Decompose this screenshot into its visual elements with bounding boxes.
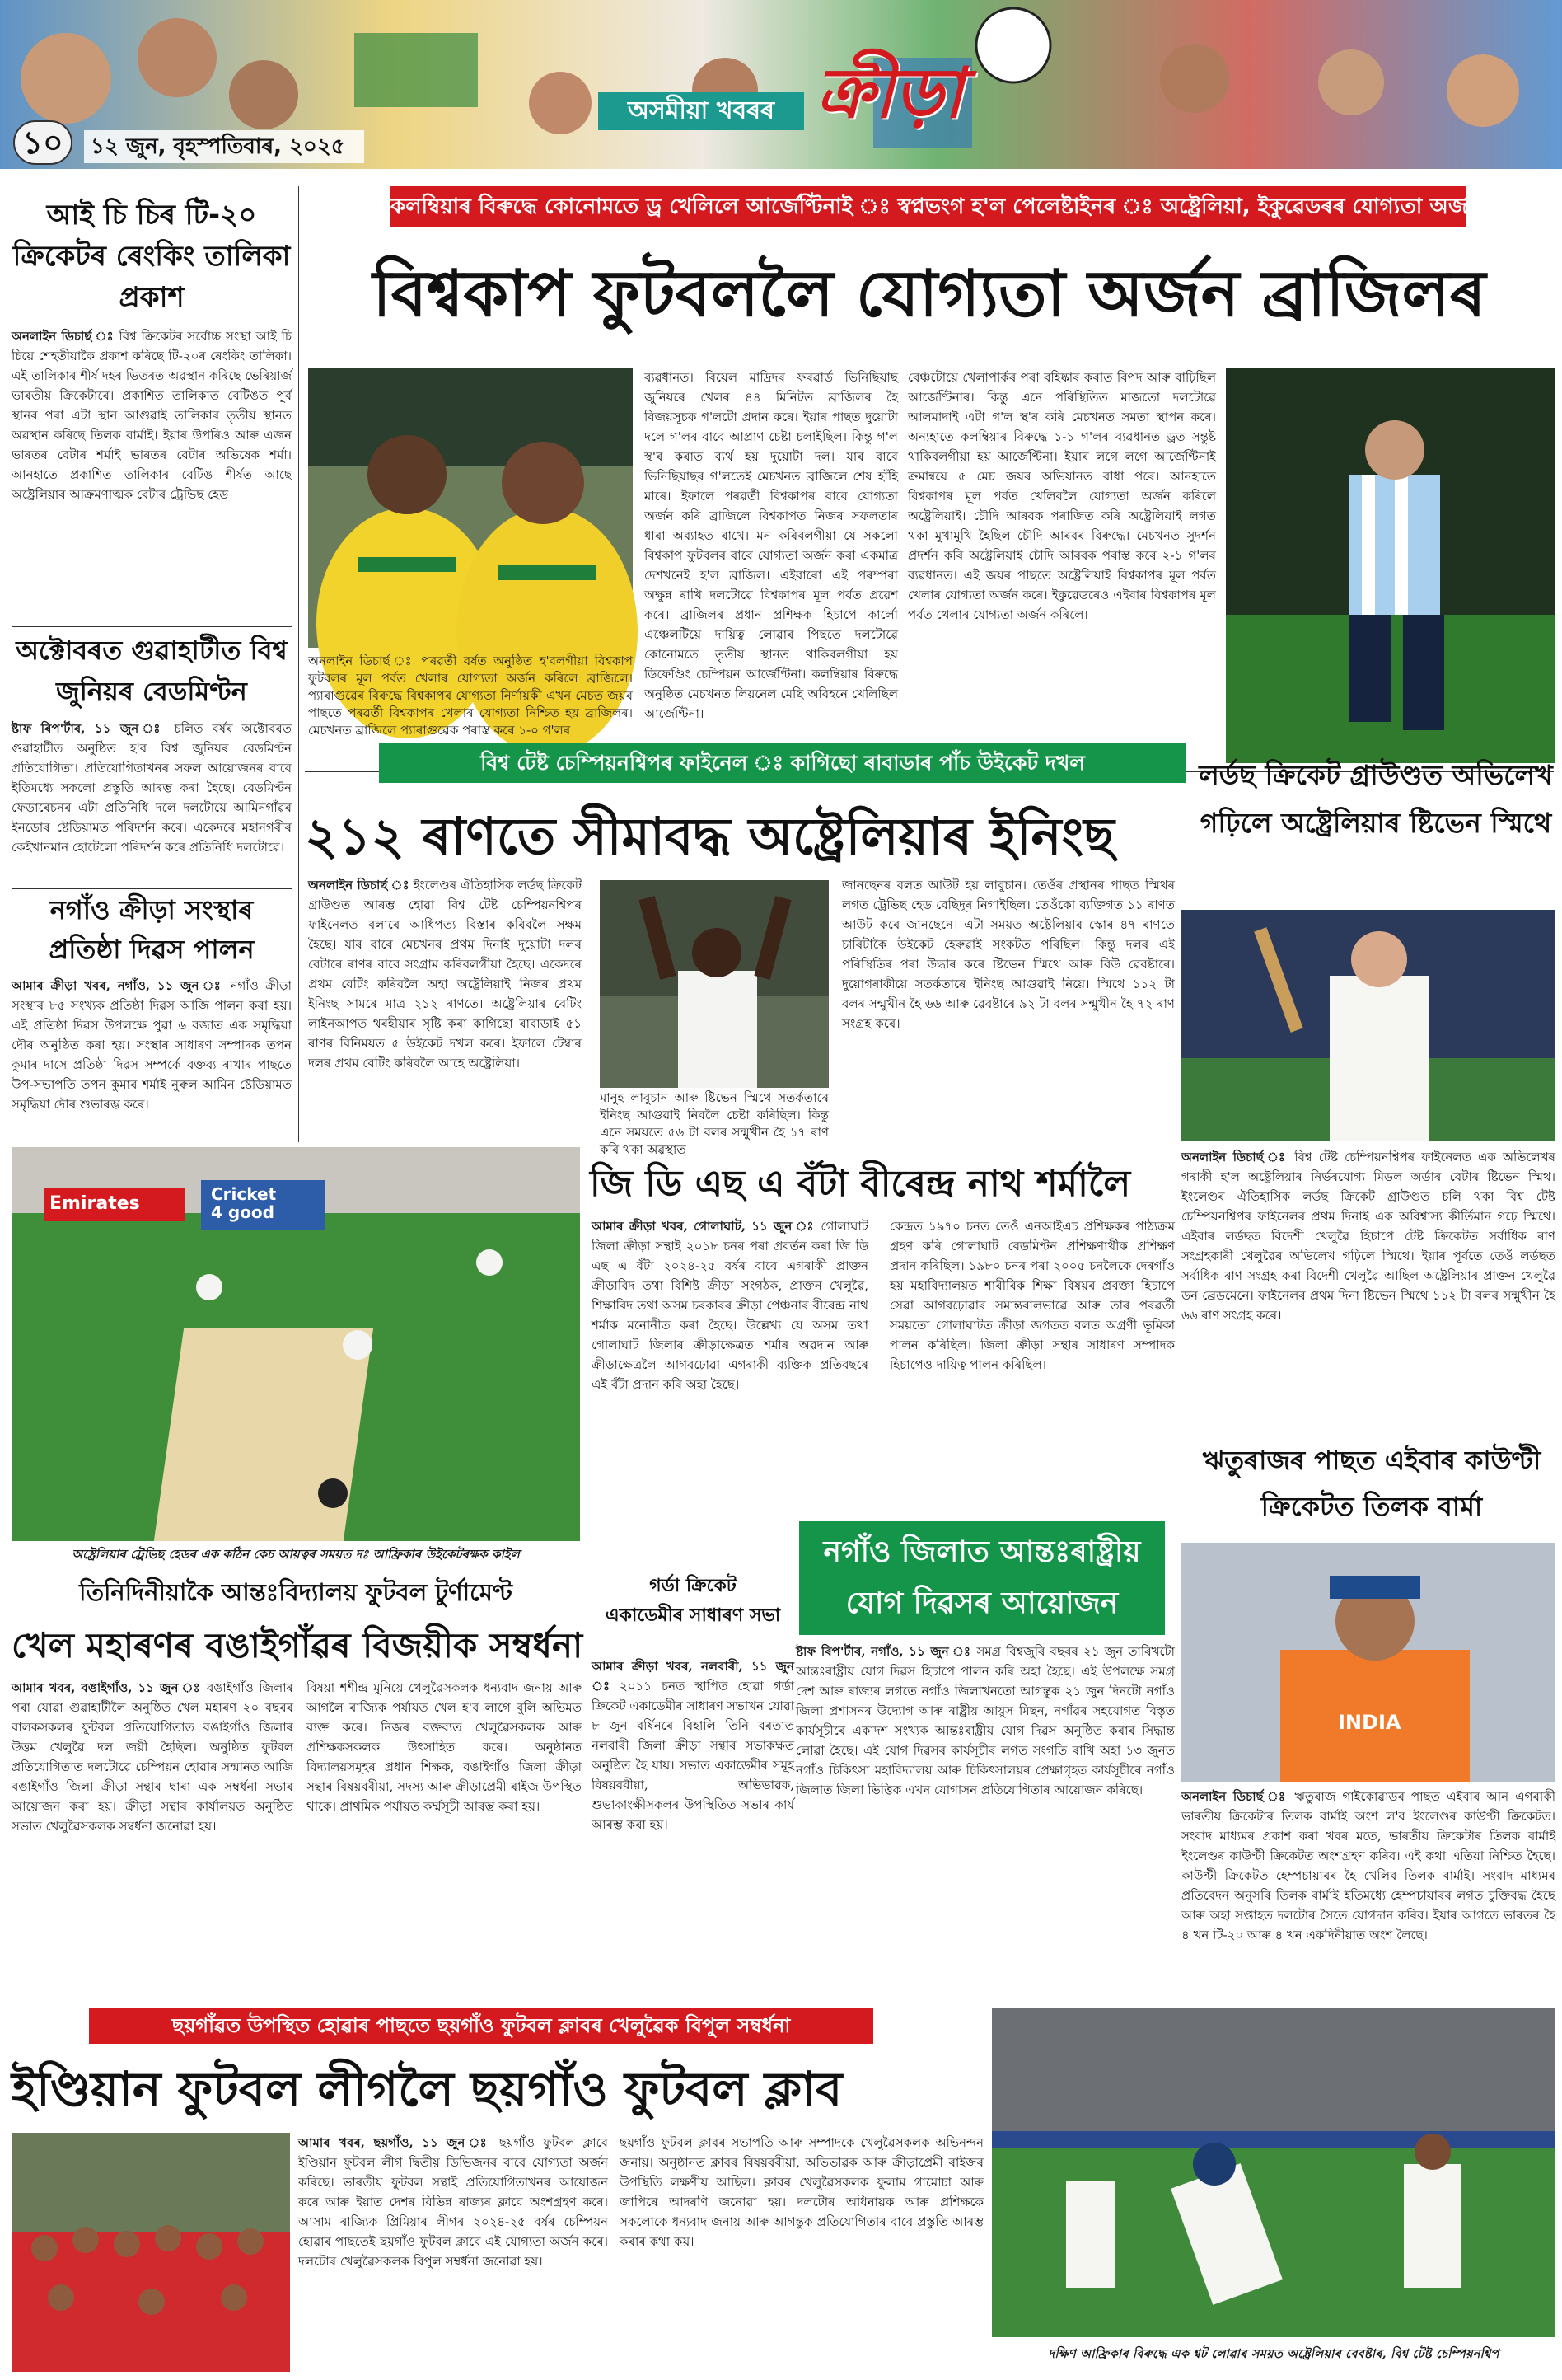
story-dateline: ষ্টাফ ৰিপ'ৰ্টাৰ, নগাঁও, ১১ জুন ঃ bbox=[796, 1644, 972, 1659]
chaygaon-col-2: ছয়গাঁও ফুটবল ক্লাবৰ সভাপতি আৰু সম্পাদকে খেলুৱৈসকলক অভিনন্দন জনায়। অনুষ্ঠানত ক্লাবৰ বিষয়ববীয়া, অভিভাৱক আৰু ক্ৰীড়াপ্ৰেমী ৰাইজৰ উপস্থিতি লক্ষণীয় আছিল। ক্লাবৰ খেলুৱৈসকলক ফুলাম গামোচা আৰু জাপিৰে আদৰণি জনোৱা হয়। দলটোৰ অধিনায়ক আৰু প্ৰশিক্ষকে সকলোকে ধন্যবাদ জনায় আৰু আগন্তুক প্ৰতিযোগিতাৰ বাবে প্ৰস্তুতি আৰম্ভ কৰাৰ কথা কয়। bbox=[620, 2135, 984, 2249]
brief-body: বিশ্ব ক্ৰিকেটৰ সৰ্বোচ্চ সংস্থা আই চি চিয়ে শেহতীয়াকৈ প্ৰকাশ কৰিছে টি-২০ৰ ৰেংকিং তালিকা। এই তালিকাৰ শীৰ্ষ দহৰ ভিতৰত অৱস্থান কৰিছে ভেৰিয়াৰ্জ ভাৰতীয় ক্ৰিকেটাৰে। প্ৰকাশিত তালিকাত বেটিঙত পুৰ্ব স্থানৰ পৰা এটা স্থান আগুৱাই তালিকাৰ তৃতীয় স্থানত অৱস্থান কৰিছে তিলক বাৰ্মাই। ইয়াৰ উপৰিও আৰু এজন ভাৰতৰ বেটাৰ শৰ্মাই ভাৰতৰ বেটাৰ অভিষেক শৰ্মা। আনহাতে প্ৰকাশিত তালিকাৰ বেটিঙ শীৰ্ষত আছে অষ্ট্ৰেলিয়াৰ আক্ৰমণাত্মক বেটাৰ ট্ৰেভিছ হেড। bbox=[12, 329, 292, 502]
smith-headline: লৰ্ডছ ক্ৰিকেট গ্ৰাউণ্ডত অভিলেখ গঢ়িলে অষ্ট্ৰেলিয়াৰ ষ্টিভেন স্মিথে bbox=[1199, 759, 1553, 839]
divider bbox=[12, 888, 292, 889]
garda-body bbox=[592, 1656, 794, 1994]
tilak-jersey-text: INDIA bbox=[1338, 1711, 1401, 1734]
rabada-photo bbox=[600, 880, 829, 1088]
smith-photo bbox=[1181, 910, 1555, 1141]
webster-photo bbox=[992, 2008, 1555, 2337]
story-body: ২০১১ চনত স্থাপিত হোৱা গৰ্ডা ক্ৰিকেট একাডেমীৰ সাধাৰণ সভাখন যোৱা ৮ জুন বৰ্ষিনৰে বিহালি তিনি বৰতাত নলবাৰী জিলা ক্ৰীড়া সন্থাৰ সভাকক্ষত অনুষ্ঠিত হৈ যায়। সভাত একাডেমীৰ সমূহ বিষয়ববীয়া, অভিভাৱক, শুভাকাংক্ষীসকলৰ উপস্থিতিত সভাৰ কাৰ্য আৰম্ভ কৰা হয়। bbox=[592, 1679, 794, 1832]
brief-headline: নগাঁও ক্ৰীড়া সংস্থাৰ প্ৰতিষ্ঠা দিৱস পালন bbox=[49, 894, 255, 965]
yoga-body bbox=[796, 1642, 1175, 1994]
lead-photo-argentina bbox=[1226, 368, 1555, 763]
page-number-badge bbox=[13, 120, 72, 165]
story-body: বিশ্ব টেষ্ট চেম্পিয়নশ্বিপৰ ফাইনেলত এক অভিলেখৰ গৰাকী হ'ল অষ্ট্ৰেলিয়াৰ নিৰ্ভৰযোগ্য মিডল অৰ্ডাৰ বেটাৰ ষ্টিভেন স্মিথ। ইংলেণ্ডৰ ঐতিহাসিক লৰ্ডছ ক্ৰিকেট গ্ৰাউণ্ডত চলি থকা বিশ্ব টেষ্ট চেম্পিয়নশ্বিপৰ ফাইনেলৰ প্ৰথম দিনাই এক অবিশ্বাস্য কীৰ্তিমান গঢ়ে স্মিথে। এইবাৰ লৰ্ডছত বিদেশী খেলুৱৈ হিচাপে টেষ্ট ক্ৰিকেটত সৰ্বাধিক ৰাণ সংগ্ৰহকাৰী খেলুৱৈৰ অভিলেখ গঢ়িলে স্মিথে। ইয়াৰ পূৰ্বতে তেওঁ লৰ্ডছত সৰ্বাধিক ৰাণ সংগ্ৰহ কৰা বিদেশী খেলুৱৈ আছিল অষ্ট্ৰেলিয়াৰ প্ৰাক্তন খেলুৱৈ ডন ব্ৰেডমেনে। ফাইনেলৰ প্ৰথম দিনা ষ্টিভেন স্মিথে ১১২ টা বলৰ সন্মুখীন হৈ ৬৬ ৰাণ সংগ্ৰহ কৰে। bbox=[1181, 1150, 1555, 1323]
lead-photo-caption bbox=[308, 653, 633, 758]
gdsa-col-1 bbox=[592, 1216, 868, 1538]
rabada-photo-caption: মানুহ লাবুচান আৰু ষ্টিভেন স্মিথে সতৰ্কতাৰে ইনিংছ আগুৱাই নিবলৈ চেষ্টা কৰিছিল। কিন্তু এনে সময়তে ৫৬ টা বলৰ সন্মুখীন হৈ ১৭ ৰাণ কৰি থকা অৱস্থাত bbox=[600, 1090, 829, 1157]
masthead bbox=[0, 0, 1562, 169]
story-body: ছয়গাঁও ফুটবল ক্লাবে ইণ্ডিয়ান ফুটবল লীগ দ্বিতীয় ডিভিজনৰ বাবে যোগ্যতা অৰ্জন কৰিছে। ভাৰতীয় ফুটবল সন্থাই প্ৰতিযোগিতাখনৰ আয়োজন কৰে আৰু ইয়াত দেশৰ বিভিন্ন ৰাজ্যৰ ক্লাবে অংশগ্ৰহণ কৰে। আসাম ৰাজ্যিক প্ৰিমিয়াৰ লীগৰ ২০২৪-২৫ বৰ্ষৰ চেম্পিয়ন হোৱাৰ পাছতেই ছয়গাঁও ফুটবল ক্লাবে এই যোগ্যতা অৰ্জন কৰে। দলটোৰ খেলুৱৈসকলক বিপুল সম্বৰ্ধনা জনোৱা হয়। bbox=[298, 2135, 608, 2269]
brief-body: চলিত বৰ্ষৰ অক্টোবৰত গুৱাহাটীত অনুষ্ঠিত হ'ব বিশ্ব জুনিয়ৰ বেডমিণ্টন প্ৰতিযোগিতা। প্ৰতিযোগিতাখনৰ সফল আয়োজনৰ বাবে ইতিমধ্যে সকলো প্ৰস্তুতি আৰম্ভ কৰা হৈছে। বেডমিণ্টন ফেডাৰেচনৰ এটা প্ৰতিনিধি দলে দলটোয়ে আমিনগাঁৱৰ ইনডোৰ ষ্টেডিয়ামত পৰিদৰ্শন কৰে। একেদৰে মহানগৰীৰ কেইখানমান হোটেলো পৰিদৰ্শন কৰে প্ৰতিনিধি দলটোৱে। bbox=[12, 721, 292, 855]
tilak-photo bbox=[1181, 1543, 1555, 1782]
story-dateline: অনলাইন ডিচাৰ্ছ ঃ bbox=[308, 878, 409, 892]
story-dateline: অনলাইন ডিচাৰ্ছ ঃ bbox=[1181, 1150, 1288, 1164]
chaygaon-headline: ইণ্ডিয়ান ফুটবল লীগলৈ ছয়গাঁও ফুটবল ক্লাব bbox=[12, 2061, 843, 2117]
story-body: বঙাইগাঁও জিলাৰ পৰা যোৱা গুৱাহাটীলৈ অনুষ্ঠিত খেল মহাৰণ ২০ বছৰৰ বালকসকলৰ ফুটবল প্ৰতিযোগিতাত বঙাইগাঁও জিলাৰ উত্তম খেলুৱৈ দল জয়ী হৈছিল। অনুষ্ঠিত ফুটবল প্ৰতিযোগিতাত দলটোৱে চেম্পিয়ন হোৱাৰ সন্মানত আজি বঙাইগাঁও জিলা ক্ৰীড়া সন্থাৰ দ্বাৰা এক সম্বৰ্ধনা সভাৰ আয়োজন কৰা হয়। ক্ৰীড়া সন্থাৰ কাৰ্যালয়ত অনুষ্ঠিত সভাত খেলুৱৈসকলক সম্বৰ্ধনা জনোৱা হয়। bbox=[12, 1680, 294, 1834]
issue-date: ১২ জুন, বৃহস্পতিবাৰ, ২০২৫ bbox=[84, 130, 364, 163]
brief-dateline: আমাৰ ক্ৰীড়া খবৰ, নগাঁও, ১১ জুন ঃ bbox=[12, 978, 224, 993]
story-dateline: অনলাইন ডিচাৰ্ছ ঃ bbox=[1181, 1789, 1288, 1804]
chaygaon-col-1 bbox=[298, 2133, 608, 2373]
second-col-1 bbox=[308, 875, 582, 1147]
chaygaon-team-photo bbox=[12, 2133, 290, 2372]
yoga-headline: নগাঁও জিলাত আন্তঃৰাষ্ট্ৰীয় যোগ দিৱসৰ আয়োজন bbox=[799, 1521, 1165, 1635]
smith-body bbox=[1181, 1147, 1555, 1465]
story-dateline: আমাৰ ক্ৰীড়া খবৰ, গোলাঘাট, ১১ জুন ঃ bbox=[592, 1219, 816, 1234]
lead-photo-brazil bbox=[308, 368, 633, 648]
brief-body: নগাঁও ক্ৰীড়া সংস্থাৰ ৮৫ সংখ্যক প্ৰতিষ্ঠা দিৱস আজি পালন কৰা হয়। এই প্ৰতিষ্ঠা দিৱস উপলক্ষে পুৱা ৬ বজাত এক সমৃদ্ধিয়া দৌৰ অনুষ্ঠিত কৰা হয়। সংস্থাৰ সাধাৰণ সম্পাদক তপন কুমাৰ দাসে প্ৰতিষ্ঠা দিৱস সম্পৰ্কে বক্তব্য ৰাখাৰ পাছতে উপ-সভাপতি তপন কুমাৰ শৰ্মাই নুৰুল আমিন ষ্টেডিয়ামত সমৃদ্ধিয়া দৌৰ শুভাৰম্ভ কৰে। bbox=[12, 978, 292, 1112]
story-dateline: আমাৰ ক্ৰীড়া খবৰ, নলবাৰী, ১১ জুন ঃ bbox=[592, 1659, 794, 1694]
caption-text: অনলাইন ডিচাৰ্ছ ঃ পৰৱৰ্তী বৰ্ষত অনুষ্ঠিত হ'বলগীয়া বিশ্বকাপ ফুটবলৰ মূল পৰ্বত খেলাৰ যোগ্যতা অৰ্জন কৰিলে ব্ৰাজিলে। প্যাৰাগুৱেৰ বিৰুদ্ধে বিশ্বকাপৰ যোগ্যতা নিৰ্ণায়কী এখন মেচত জয়ৰ পাছতে পৰৱৰ্তী বিশ্বকাপৰ খেলাৰ যোগ্যতা নিশ্চিত হয় ব্ৰাজিলৰ। মেচখনত ব্ৰাজিলে প্যাৰাগুৱেক পৰাস্ত কৰে ১-০ গ'লৰ bbox=[308, 654, 633, 738]
column-rule bbox=[298, 186, 299, 1142]
second-headline: ২১২ ৰাণতে সীমাবদ্ধ অষ্ট্ৰেলিয়াৰ ইনিংছ bbox=[305, 806, 1115, 866]
left-brief-3 bbox=[12, 890, 292, 1172]
football-kicker: তিনিদিনীয়াকৈ আন্তঃবিদ্যালয় ফুটবল টুৰ্ণামেণ্ট bbox=[79, 1578, 512, 1606]
garda-kicker: গৰ্ডা ক্ৰিকেট bbox=[592, 1572, 794, 1600]
second-col-2: জানছেনৰ বলত আউট হয় লাবুচান। তেওঁৰ প্ৰস্থানৰ পাছত স্মিথৰ লগত ট্ৰেভিছ হেড বেছিদূৰ নিগাইছিল। তেওঁকো ব্যক্তিগত ১১ ৰাণত আউট কৰে জানছেনে। এটা সময়ত অষ্ট্ৰেলিয়াৰ স্কোৰ ৪৭ ৰাণতে চাৰিটাকৈ উইকেট হেৰুৱাই সংকটত পৰিছিল। কিন্তু দলৰ এই পৰিস্থিতিৰ পৰা উদ্ধাৰ কৰে ষ্টিভেন স্মিথে আৰু বিউ ৱেবষ্টাৰে। দুয়োগৰাকীয়ে সতৰ্কতাৰে ইনিংছ আগুৱাই নিয়ে। স্মিথে ১১২ টা বলৰ সন্মুখীন হৈ ৬৬ আৰু ৱেবষ্টাৰে ৯২ টা বলৰ সন্মুখীন হৈ ৭২ ৰাণ সংগ্ৰহ কৰে। bbox=[842, 878, 1175, 1031]
tilak-headline: ঋতুৰাজৰ পাছত এইবাৰ কাউণ্টী ক্ৰিকেটত তিলক বাৰ্মা bbox=[1202, 1445, 1541, 1522]
brief-headline: আই চি চিৰ টি-২০ ক্ৰিকেটৰ ৰেংকিং তালিকা প্ৰকাশ bbox=[12, 199, 291, 314]
tilak-body bbox=[1181, 1787, 1555, 2032]
gdsa-col-2: কেন্দ্ৰত ১৯৭০ চনত তেওঁ এনআইএচ প্ৰশিক্ষকৰ পাঠ্যক্ৰম গ্ৰহণ কৰি গোলাঘাট বেডমিণ্টন প্ৰশিক্ষণাৰ্থীক প্ৰশিক্ষণ প্ৰদান কৰিছিল। ১৯৮০ চনৰ পৰা ২০০৫ চনলৈকে দেৰগাঁও হয় মহাবিদ্যালয়ত শাৰীৰিক শিক্ষা বিষয়ৰ প্ৰবক্তা হিচাপে সেৱা আগবঢ়োৱাৰ সমান্তৰালভাৱে আৰু তাৰ পৰৱৰ্তী সময়তো গোলাঘাটত ক্ৰীড়া জগতত বলত অগ্ৰণী ভূমিকা পালন কৰিছিল। জিলা ক্ৰীড়া সন্থাৰ সাধাৰণ সম্পাদক হিচাপেও দায়িত্ব পালন কৰিছিল। bbox=[890, 1219, 1175, 1372]
chaygaon-strap: ছয়গাঁৱত উপস্থিত হোৱাৰ পাছতে ছয়গাঁও ফুটবল ক্লাবৰ খেলুৱৈক বিপুল সম্বৰ্ধনা bbox=[89, 2008, 873, 2044]
left-brief-1 bbox=[12, 194, 292, 640]
brief-dateline: অনলাইন ডিচাৰ্ছ ঃ bbox=[12, 329, 115, 344]
gdsa-headline: জি ডি এছ এ বঁটা বীৰেন্দ্ৰ নাথ শৰ্মালৈ bbox=[590, 1163, 1131, 1205]
football-col-2: বিষয়া শশীন্দ্ৰ মুনিয়ে খেলুৱৈসকলক ধন্যবাদ জনায় আৰু আগলৈ ৰাজ্যিক পৰ্যায়ত খেল হ'ব লাগে বুলি অভিমত ব্যক্ত কৰে। নিজৰ বক্তব্যত খেলুৱৈসকলক আৰু প্ৰশিক্ষকসকলক উৎসাহিত কৰে। অনুষ্ঠানত বিদ্যালয়সমূহৰ প্ৰধান শিক্ষক, বঙাইগাঁও জিলা ক্ৰীড়া সন্থাৰ বিষয়ববীয়া, সদস্য আৰু ক্ৰীড়াপ্ৰেমী ৰাইজ উপস্থিত থাকে। প্ৰাথমিক পৰ্যায়ত কৰ্ম্মসূচী আৰম্ভ কৰা হয়। bbox=[306, 1680, 582, 1814]
section-logo: ক্ৰীড়া bbox=[816, 52, 964, 134]
top-strap: কলম্বিয়াৰ বিৰুদ্ধে কোনোমতে ড্ৰ খেলিলে আৰ্জেণ্টিনাই ঃ স্বপ্নভংগ হ'ল পেলেষ্টাইনৰ ঃ অষ্ট্ৰেলিয়া, ইকুৱেডৰৰ যোগ্যতা অৰ্জন bbox=[390, 186, 1466, 227]
cricket-photo-caption: অষ্ট্ৰেলিয়াৰ ট্ৰেভিছ হেডৰ এক কঠিন কেচ আয়ত্বৰ সময়ত দঃ আফ্ৰিকাৰ উইকেটৰক্ষক কাইল bbox=[72, 1547, 520, 1562]
test-final-strap: বিশ্ব টেষ্ট চেম্পিয়নশ্বিপৰ ফাইনেল ঃ কাগিছো ৰাবাডাৰ পাঁচ উইকেট দখল bbox=[379, 743, 1186, 783]
story-dateline: আমাৰ খবৰ, বঙাইগাঁও, ১১ জুন ঃ bbox=[12, 1680, 202, 1695]
football-col-1 bbox=[12, 1678, 293, 1994]
football-headline: খেল মহাৰণৰ বঙাইগাঁৱৰ বিজয়ীক সম্বৰ্ধনা bbox=[12, 1625, 583, 1666]
divider bbox=[12, 626, 292, 627]
webster-photo-caption: দক্ষিণ আফ্ৰিকাৰ বিৰুদ্ধে এক শ্বট লোৱাৰ সময়ত অষ্ট্ৰেলিয়াৰ বেবষ্টাৰ, বিশ্ব টেষ্ট চেম্পিয়নশ্বিপ bbox=[1048, 2346, 1499, 2361]
story-body: সমগ্ৰ বিশ্বজুৰি বছৰৰ ২১ জুন তাৰিখটো আন্তঃৰাষ্ট্ৰীয় যোগ দিৱস হিচাপে পালন কৰি অহা হৈছে। এই উপলক্ষে সমগ্ৰ দেশ আৰু ৰাজ্যৰ লগতে নগাঁও জিলাখনতো আগন্তুক ২১ জুন দিনটো নগাঁও জিলা প্ৰশাসনৰ উদ্যোগ আৰু ৰাষ্ট্ৰীয় আয়ুস মিছন, নগাঁৱৰ সহযোগত বিস্তৃত কাৰ্যসূচীৰে একাদশ সংখ্যক আন্তঃৰাষ্ট্ৰীয় যোগ দিৱস অনুষ্ঠিত কৰাৰ সিদ্ধান্ত লোৱা হৈছে। এই যোগ দিৱসৰ কাৰ্যসূচীৰ লগত সংগতি ৰাখি অহা ১৩ জুনত নগাঁও চিকিৎসা মহাবিদ্যালয় আৰু চিকিৎসালয়ৰ প্ৰেক্ষাগৃহত কাৰ্যসূচীৰে নগাঁও জিলাত জিলা ভিত্তিক এখন যোগাসন প্ৰতিযোগিতাৰ আয়োজন কৰিছে। bbox=[796, 1644, 1176, 1797]
emirates-logo: Emirates bbox=[49, 1193, 140, 1214]
story-dateline: আমাৰ খবৰ, ছয়গাঁও, ১১ জুন ঃ bbox=[298, 2135, 491, 2150]
story-body: গোলাঘাট জিলা ক্ৰীড়া সন্থাই ২০১৮ চনৰ পৰা প্ৰবৰ্তন কৰা জি ডি এছ এ বঁটা ২০২৪-২৫ বৰ্ষৰ বাবে এগৰাকী প্ৰাক্তন ক্ৰীড়াবিদ তথা বিশিষ্ট ক্ৰীড়া সংগঠক, প্ৰাক্তন খেলুৱৈ, শিক্ষাবিদ তথা অসম চৰকাৰৰ ক্ৰীড়া পেঞ্চনাৰ বীৰেন্দ্ৰ নাথ শৰ্মাক মনোনীত কৰা হৈছে। উল্লেখ্য যে অসম তথা গোলাঘাট জিলাৰ ক্ৰীড়াক্ষেত্ৰত শৰ্মাৰ অৱদান আৰু ক্ৰীড়াক্ষেত্ৰলৈ আগবঢ়োৱা এগৰাকী ব্যক্তিক প্ৰতিবছৰে এই বঁটা প্ৰদান কৰি অহা হৈছে। bbox=[592, 1219, 868, 1392]
story-body: ঋতুৰাজ গাইকোৱাডৰ পাছত এইবাৰ আন এগৰাকী ভাৰতীয় ক্ৰিকেটাৰ তিলক বাৰ্মাই অংশ ল'ব ইংলেণ্ডৰ কাউণ্টী ক্ৰিকেটত। সংবাদ মাধ্যমৰ প্ৰকাশ কৰা খবৰ মতে, ভাৰতীয় ক্ৰিকেটাৰ তিলক বাৰ্মাই ইংলেণ্ডৰ কাউণ্টী ক্ৰিকেটত অংশগ্ৰহণ কৰিব। এই কথা এতিয়া নিশ্চিত হৈছে। কাউণ্টী ক্ৰিকেটত হেম্পচায়াৰৰ হৈ খেলিব তিলক বাৰ্মাই। সংবাদ মাধ্যমৰ প্ৰতিবেদন অনুসৰি তিলক বাৰ্মাই ইতিমধ্যে হেম্পচায়াৰৰ লগত চুক্তিবদ্ধ হৈছে আৰু অহা সপ্তাহত দলটোৰ সৈতে যোগদান কৰিব। ইয়াৰ আগতে ভাৰতৰ হৈ ৪ খন টি-২০ আৰু ৪ খন একদিনীয়াত অংশ লৈছে। bbox=[1181, 1789, 1555, 1942]
lead-headline: বিশ্বকাপ ফুটবললৈ যোগ্যতা অৰ্জন ব্ৰাজিলৰ bbox=[372, 256, 1486, 331]
page-number: ১০ bbox=[22, 124, 63, 161]
brief-headline: অক্টোবৰত গুৱাহাটীত বিশ্ব জুনিয়ৰ বেডমিণ্টন bbox=[16, 635, 288, 707]
story-body: ইংলেণ্ডৰ ঐতিহাসিক লৰ্ডছ ক্ৰিকেট গ্ৰাউণ্ডত আৰম্ভ হোৱা বিশ্ব টেষ্ট চেম্পিয়নশ্বিপৰ ফাইনেলত বলাৰে আধিপত্য বিস্তাৰ কৰিবলৈ সক্ষম হৈছে। যাৰ বাবে মেচখনৰ প্ৰথম দিনাই দুয়োটা দলৰ বেটাৰে ৰাণৰ বাবে সংগ্ৰাম কৰিবলগীয়া হৈছে। একেদৰে প্ৰথম বেটিং কৰিবলৈ অহা অষ্ট্ৰেলিয়াই নিজৰ প্ৰথম ইনিংছ সামৰে মাত্ৰ ২১২ ৰাণতে। অষ্ট্ৰেলিয়াৰ বেটিং লাইনআপত থৰহীয়াৰ সৃষ্টি কৰা কাগিছো ৰাবাডাই ৫১ ৰাণৰ বিনিময়ত ৫ উইকেট দখল কৰে। ইফালে টেম্বাৰ দলৰ প্ৰথম বেটিং কৰিবলৈ আহে অষ্ট্ৰেলিয়া। bbox=[308, 878, 582, 1071]
paper-name: অসমীয়া খবৰৰ bbox=[598, 92, 804, 130]
garda-headline: একাডেমীৰ সাধাৰণ সভা bbox=[605, 1605, 781, 1626]
brief-dateline: ষ্টাফ ৰিপ'ৰ্টাৰ, ১১ জুন ঃ bbox=[12, 721, 166, 736]
lead-col-2: বেঞ্চটোয়ে খেলাপাৰ্কৰ পৰা বহিষ্কাৰ কৰাত বিপদ আৰু বাঢ়িছিল আৰ্জেণ্টিনাৰ। কিন্তু এনে পৰিস্থিতিত মাজতো দলটোৱে আলমাদাই এটা গ'ল স্থ'ৰ কৰি মেচখনত সমতা স্থাপন কৰে। অন্যহাতে কলম্বিয়াৰ বিৰুদ্ধে ১-১ গ'লৰ ব্যৱধানত ড্ৰত সন্তুষ্ট থাকিবলগীয়া হয় আৰ্জেণ্টিনা। ইয়াৰ লগে লগে আৰ্জেণ্টিনাই ক্ৰমান্বয়ে ৫ মেচ জয়ৰ অভিযানত বাধা পৰে। আনহাতে বিশ্বকাপৰ মূল পৰ্বত খেলিবলৈ যোগ্যতা অৰ্জন কৰিলে অষ্ট্ৰেলিয়াই। চৌদি আৰবক পৰাজিত কৰি অষ্ট্ৰেলিয়াই লগত থকা মুখামুখি হৈছিল চৌদি আৰবৰ বিৰুদ্ধে। মেচখনত সুদৰ্শন প্ৰদৰ্শন কৰি অষ্ট্ৰেলিয়াই চৌদি আৰবক পৰাস্ত কৰে ২-১ গ'লৰ ব্যৱধানত। এই জয়ৰ পাছতে অষ্ট্ৰেলিয়াই বিশ্বকাপৰ মূল পৰ্বত খেলাৰ যোগ্যতা অৰ্জন কৰে। ইকুৱেডৰেও এইবাৰ বিশ্বকাপৰ মূল পৰ্বত খেলাৰ যোগ্যতা অৰ্জন কৰিলে। bbox=[908, 370, 1216, 622]
lead-col-1: ব্যৱধানত। বিয়েল মাদ্ৰিদৰ ফৰৱাৰ্ড ভিনিছিয়াছ জুনিয়ৰে খেলৰ ৪৪ মিনিটত ব্ৰাজিলৰ হৈ বিজয়সূচক গ'লটো প্ৰদান কৰে। ইয়াৰ পাছত দুয়োটা দলে গ'লৰ বাবে আপ্ৰাণ চেষ্টা চলাইছিল। কিন্তু গ'ল স্থ'ৰ কৰাত ব্যৰ্থ হয় দুয়োটা দল। যাৰ বাবে ভিনিছিয়াছৰ গ'লতেই মেচখনত ব্ৰাজিলে শেষ হাঁহি মাৰে। ইফালে পৰৱৰ্তী বিশ্বকাপৰ বাবে যোগ্যতা অৰ্জন কৰি ব্ৰাজিলে বিশ্বকাপত নিজৰ সফলতাৰ ধাৰা অব্যাহত ৰাখে। মন কৰিবলগীয়া যে সকলো বিশ্বকাপ ফুটবলৰ বাবে যোগ্যতা অৰ্জন কৰা একমাত্ৰ দেশখনেই হ'ল ব্ৰাজিল। এইবাৰো এই পৰম্পৰা অক্ষুন্ন ৰাখি দলটোৱে বিশ্বকাপৰ মূল পৰ্বত প্ৰৱেশ কৰে। ব্ৰাজিলৰ প্ৰধান প্ৰশিক্ষক হিচাপে কাৰ্লো এঞ্চেলটিয়ে দায়িত্ব লোৱাৰ পিছতে দলটোৱে কোনোমতে তৃতীয় স্থানত থাকিবলগীয়া হয় ডিফেণ্ডিং চেম্পিয়ন আৰ্জেণ্টিনা। কলম্বিয়াৰ বিৰুদ্ধে অনুষ্ঠিত মেচখনত লিয়নেল মেছি অবিহনে খেলিছিল আৰ্জেণ্টিনা। bbox=[644, 370, 898, 721]
cricket-4-good-logo: Cricket 4 good bbox=[211, 1184, 277, 1222]
